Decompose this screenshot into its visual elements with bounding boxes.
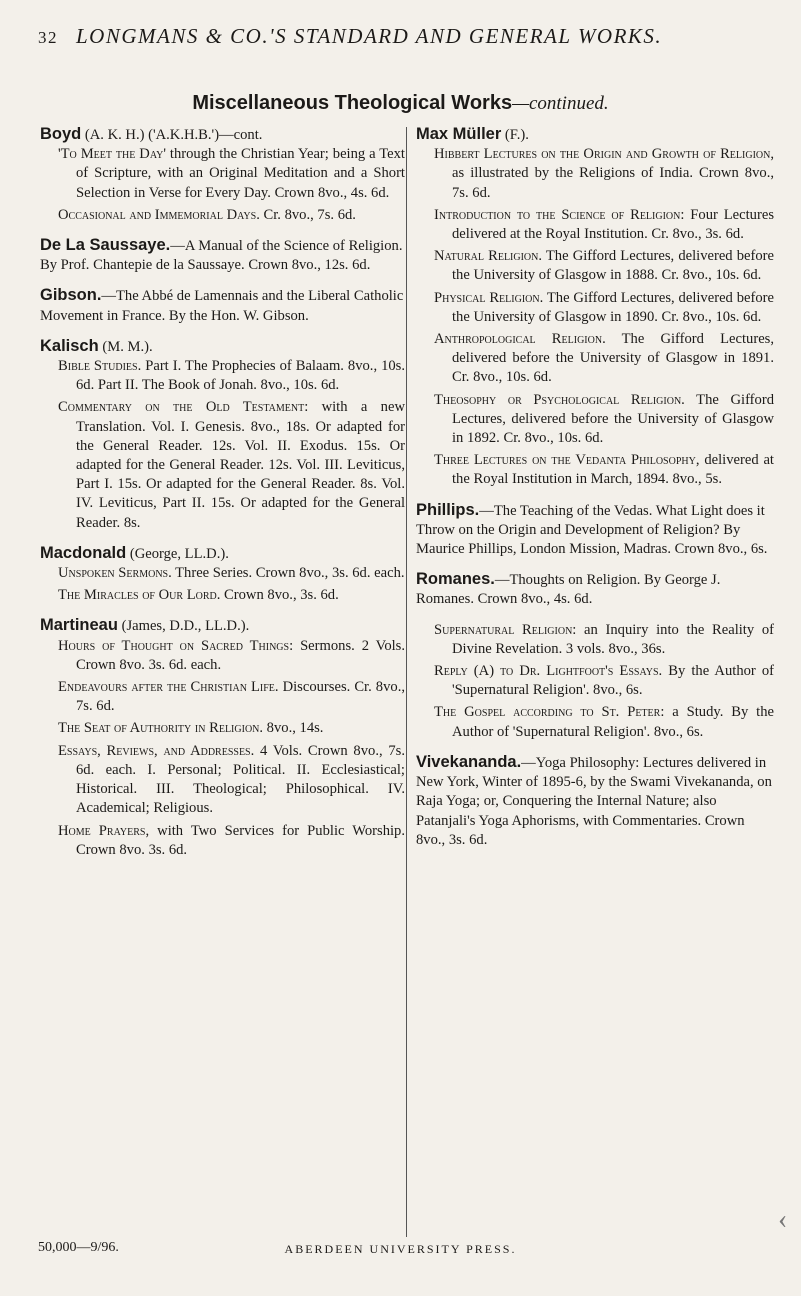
entry-author-qualifier: (F.). — [501, 127, 529, 143]
work-listing — [58, 206, 405, 225]
work-title: Reply (A) to Dr. Lightfoot's Essays. — [434, 663, 663, 680]
entry-author-qualifier: (James, D.D., LL.D.). — [117, 618, 250, 635]
work-description: Cr. 8vo., 7s. 6d. — [259, 206, 356, 223]
work-title: The Gospel according to St. Peter: — [434, 704, 665, 721]
work-title: Home Prayers, — [58, 822, 150, 839]
entry-author: De La Saussaye. — [40, 236, 171, 255]
work-description: The Gifford Lectures, delivered before the University of Glasgow in 1890. Cr. 8vo., 10s. 6d. — [452, 289, 774, 325]
section-title-main: Miscellaneous Theological Works — [192, 92, 513, 114]
work-title: Physical Religion. — [434, 289, 544, 306]
work-listing — [58, 637, 405, 675]
work-title: Three Lectures on the Vedanta Philosophy, — [434, 452, 700, 469]
work-description: —Thoughts on Religion. By George J. Romanes. Crown 8vo., 4s. 6d. — [416, 572, 721, 608]
work-description: 4 Vols. Crown 8vo., 7s. 6d. each. I. Personal; Political. II. Ecclesiastical; Historical. III. Theological; Philosophical. IV. Academical; Religious. — [76, 742, 405, 817]
work-description: —The Teaching of the Vedas. What Light does it Throw on the Origin and Development of Religion? By Maurice Phillips, London Mission, Madras. Crown 8vo., 6s. — [416, 502, 768, 558]
work-description: through the Christian Year; being a Text of Scripture, with an Original Meditation and a Short Selection in Verse for Every Day. Crown 8vo., 4s. 6d. — [76, 146, 405, 201]
print-run: 50,000—9/96. — [38, 1240, 119, 1255]
printer-imprint: ABERDEEN UNIVERSITY PRESS. — [284, 1242, 517, 1256]
page-number: 32 — [38, 28, 58, 47]
work-title: Supernatural Religion: — [434, 621, 577, 638]
running-head — [38, 24, 778, 49]
catalogue-entry — [40, 286, 405, 325]
entry-author: Gibson. — [40, 286, 102, 305]
work-description: Sermons. 2 Vols. Crown 8vo. 3s. 6d. each. — [76, 637, 405, 673]
work-description: delivered at the Royal Institution in March, 1894. 8vo., 5s. — [452, 452, 774, 488]
work-title: Theosophy or Psychological Religion. — [434, 391, 685, 408]
catalogue-entry — [40, 125, 405, 225]
work-description: 8vo., 14s. — [263, 720, 324, 737]
entry-author-qualifier: (George, LL.D.). — [126, 545, 229, 562]
work-description: The Gifford Lectures, delivered before the University of Glasgow in 1892. Cr. 8vo., 10s. 6d. — [452, 391, 774, 447]
work-listing — [434, 206, 774, 244]
margin-mark: ‹ — [778, 1204, 788, 1235]
work-description: with Two Services for Public Worship. Crown 8vo. 3s. 6d. — [76, 822, 405, 858]
work-listing — [434, 145, 774, 203]
catalogue-entry — [416, 621, 774, 742]
work-listing — [434, 621, 774, 659]
work-description: The Gifford Lectures, delivered before the University of Glasgow in 1888. Cr. 8vo., 10s. 6d. — [452, 248, 774, 284]
work-title: Natural Religion. — [434, 248, 543, 265]
entry-author: Max Müller — [416, 125, 502, 143]
work-title: Essays, Reviews, and Addresses. — [58, 742, 255, 759]
work-listing — [58, 398, 405, 532]
entry-author: Kalisch — [40, 336, 99, 355]
work-listing — [434, 289, 774, 327]
work-title: Unspoken Sermons. — [58, 565, 172, 582]
entry-author: Vivekananda. — [416, 752, 522, 771]
work-title: Occasional and Immemorial Days. — [58, 206, 260, 223]
catalogue-entry — [416, 570, 774, 609]
work-description: an Inquiry into the Reality of Divine Revelation. 3 vols. 8vo., 36s. — [452, 621, 774, 657]
right-column — [416, 125, 774, 861]
work-title: Endeavours after the Christian Life. — [58, 679, 279, 696]
work-description: Crown 8vo., 3s. 6d. — [220, 587, 339, 604]
catalogue-entry — [416, 753, 774, 850]
work-listing — [434, 451, 774, 489]
work-description: Part I. The Prophecies of Balaam. 8vo., 10s. 6d. Part II. The Book of Jonah. 8vo., 10s. 6d. — [76, 358, 405, 394]
work-title: The Seat of Authority in Religion. — [58, 720, 264, 737]
work-description: Three Series. Crown 8vo., 3s. 6d. each. — [171, 565, 405, 582]
entry-author-qualifier: (A. K. H.) ('A.K.H.B.')—cont. — [81, 127, 263, 143]
work-title: Introduction to the Science of Religion: — [434, 206, 685, 223]
catalogue-entry — [40, 236, 405, 275]
catalogue-entry — [40, 337, 405, 533]
work-listing — [58, 719, 405, 738]
column-divider — [406, 127, 407, 1237]
work-listing — [58, 742, 405, 819]
running-head-text: LONGMANS & CO.'S STANDARD AND GENERAL WORKS. — [76, 24, 663, 48]
work-title: Hibbert Lectures on the Origin and Growth of Religion, — [434, 146, 774, 163]
work-description: a Study. By the Author of 'Supernatural Religion'. 8vo., 6s. — [452, 704, 774, 740]
catalogue-entry — [416, 501, 774, 560]
entry-author: Romanes. — [416, 570, 495, 589]
work-title: 'To Meet the Day' — [58, 146, 166, 163]
work-description: Four Lectures delivered at the Royal Institution. Cr. 8vo., 3s. 6d. — [452, 206, 774, 243]
work-title: Commentary on the Old Testament: — [58, 399, 309, 416]
work-title: Bible Studies. — [58, 358, 142, 375]
work-description: —The Abbé de Lamennais and the Liberal Catholic Movement in France. By the Hon. W. Gibson. — [40, 288, 404, 324]
entry-author-qualifier: (M. M.). — [98, 338, 153, 355]
work-listing — [434, 330, 774, 388]
section-title — [0, 92, 801, 115]
work-listing — [58, 822, 405, 860]
catalogue-entry — [416, 125, 774, 490]
work-listing — [434, 703, 774, 741]
work-description: —Yoga Philosophy: Lectures delivered in New York, Winter of 1895-6, by the Swami Vivekananda, on Raja Yoga; or, Conquering the Internal Nature; also Patanjali's Yoga Aphorisms, with Commentaries. Crown 8vo., 3s. 6d. — [416, 754, 772, 848]
work-title: Hours of Thought on Sacred Things: — [58, 637, 294, 654]
work-listing — [58, 145, 405, 203]
work-listing — [58, 586, 405, 605]
work-description: By the Author of 'Supernatural Religion'. 8vo., 6s. — [452, 663, 774, 699]
entry-author: Boyd — [40, 125, 82, 143]
work-title: Anthropological Religion. — [434, 331, 606, 348]
work-description: —A Manual of the Science of Religion. By Prof. Chantepie de la Saussaye. Crown 8vo., 12s. 6d. — [40, 238, 403, 274]
work-description: Discourses. Cr. 8vo., 7s. 6d. — [76, 679, 405, 715]
work-title: The Miracles of Our Lord. — [58, 587, 221, 604]
work-listing — [434, 391, 774, 449]
section-title-continued: —continued. — [512, 93, 609, 114]
entry-author: Martineau — [40, 616, 118, 635]
work-listing — [58, 357, 405, 395]
entry-author: Macdonald — [40, 543, 127, 562]
left-column — [40, 125, 405, 871]
work-listing — [434, 662, 774, 700]
catalogue-entry — [40, 544, 405, 606]
work-listing — [58, 678, 405, 716]
catalogue-entry — [40, 616, 405, 859]
entry-author: Phillips. — [416, 500, 480, 519]
work-description: as illustrated by the Religions of India. Crown 8vo., 7s. 6d. — [452, 165, 774, 201]
work-listing — [434, 247, 774, 285]
work-description: with a new Translation. Vol. I. Genesis. 8vo., 18s. Or adapted for the General Reader. 12s. Vol. II. Exodus. 15s. Or adapted for the General Reader. 12s. Vol. III. Leviticus, Part I. 15s. Or adapted for the General Reader. 8s. Vol. IV. Leviticus, Part II. 15s. Or adapted for the General Reader. 8s. — [76, 399, 405, 531]
work-description: The Gifford Lectures, delivered before the University of Glasgow in 1891. Cr. 8vo., 10s. 6d. — [452, 331, 774, 386]
work-listing — [58, 564, 405, 583]
